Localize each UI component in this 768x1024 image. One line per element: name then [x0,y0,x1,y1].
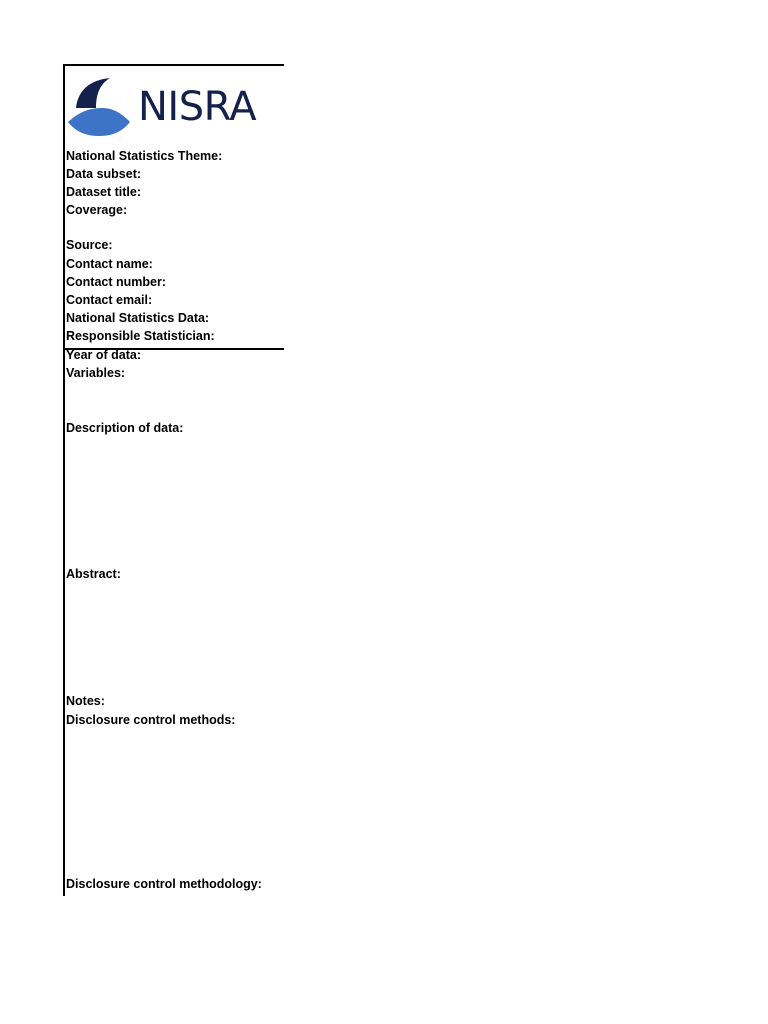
top-border-line [64,64,284,66]
label-source: Source: [66,238,113,252]
label-responsible-statistician: Responsible Statistician: [66,329,215,343]
label-national-statistics-data: National Statistics Data: [66,311,210,325]
label-disclosure-control-methodology: Disclosure control methodology: [66,877,262,891]
label-contact-name: Contact name: [66,257,153,271]
label-description-of-data: Description of data: [66,421,184,435]
nisra-logo-text: NISRA [138,84,257,130]
logo-sail-shape [76,78,110,108]
label-national-statistics-theme: National Statistics Theme: [66,149,223,163]
label-disclosure-control-methods: Disclosure control methods: [66,713,236,727]
label-variables: Variables: [66,366,126,380]
label-year-of-data: Year of data: [66,348,142,362]
label-dataset-title: Dataset title: [66,185,142,199]
label-abstract: Abstract: [66,567,121,581]
label-contact-number: Contact number: [66,275,166,289]
label-contact-email: Contact email: [66,293,153,307]
label-coverage: Coverage: [66,203,128,217]
logo-bowl-shape [68,108,130,136]
label-notes: Notes: [66,694,105,708]
nisra-logo-mark-icon [66,76,132,140]
label-data-subset: Data subset: [66,167,142,181]
left-border-line [63,64,65,896]
nisra-logo [66,76,276,140]
